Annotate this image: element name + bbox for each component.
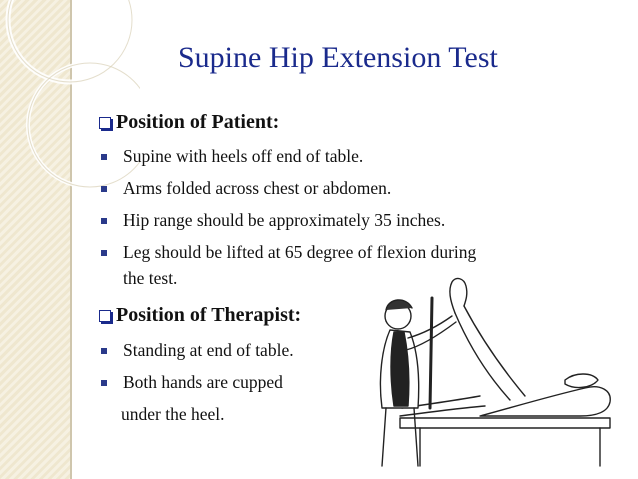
- list-item-text: Standing at end of table.: [123, 340, 294, 360]
- slide-title: Supine Hip Extension Test: [178, 41, 498, 74]
- list-item-text: Both hands are cupped: [123, 372, 283, 392]
- square-bullet-icon: [101, 380, 107, 386]
- list-item: [97, 146, 363, 167]
- square-bullet-icon: [101, 154, 107, 160]
- list-item: [97, 372, 283, 393]
- checkbox-bullet-icon: [99, 117, 111, 129]
- list-item-continuation: under the heel.: [121, 404, 225, 424]
- square-bullet-icon: [101, 186, 107, 192]
- list-item-text: Leg should be lifted at 65 degree of flexion during: [123, 242, 477, 262]
- list-item: [97, 178, 391, 199]
- square-bullet-icon: [101, 218, 107, 224]
- section-heading-patient: [97, 111, 279, 134]
- list-item: [97, 340, 294, 361]
- checkbox-bullet-icon: [99, 310, 111, 322]
- decorative-curves: [0, 0, 140, 200]
- list-item-continuation: the test.: [123, 268, 178, 288]
- section-heading-therapist: [97, 304, 301, 327]
- section-heading-therapist-text: Position of Therapist:: [116, 304, 302, 326]
- list-item: [97, 210, 445, 231]
- square-bullet-icon: [101, 348, 107, 354]
- list-item: [97, 242, 476, 263]
- list-item-text: Hip range should be approximately 35 inches.: [123, 210, 446, 230]
- square-bullet-icon: [101, 250, 107, 256]
- therapist-patient-illustration: [360, 268, 622, 468]
- list-item-text: Supine with heels off end of table.: [123, 146, 364, 166]
- list-item-text: Arms folded across chest or abdomen.: [123, 178, 392, 198]
- section-heading-patient-text: Position of Patient:: [116, 111, 280, 133]
